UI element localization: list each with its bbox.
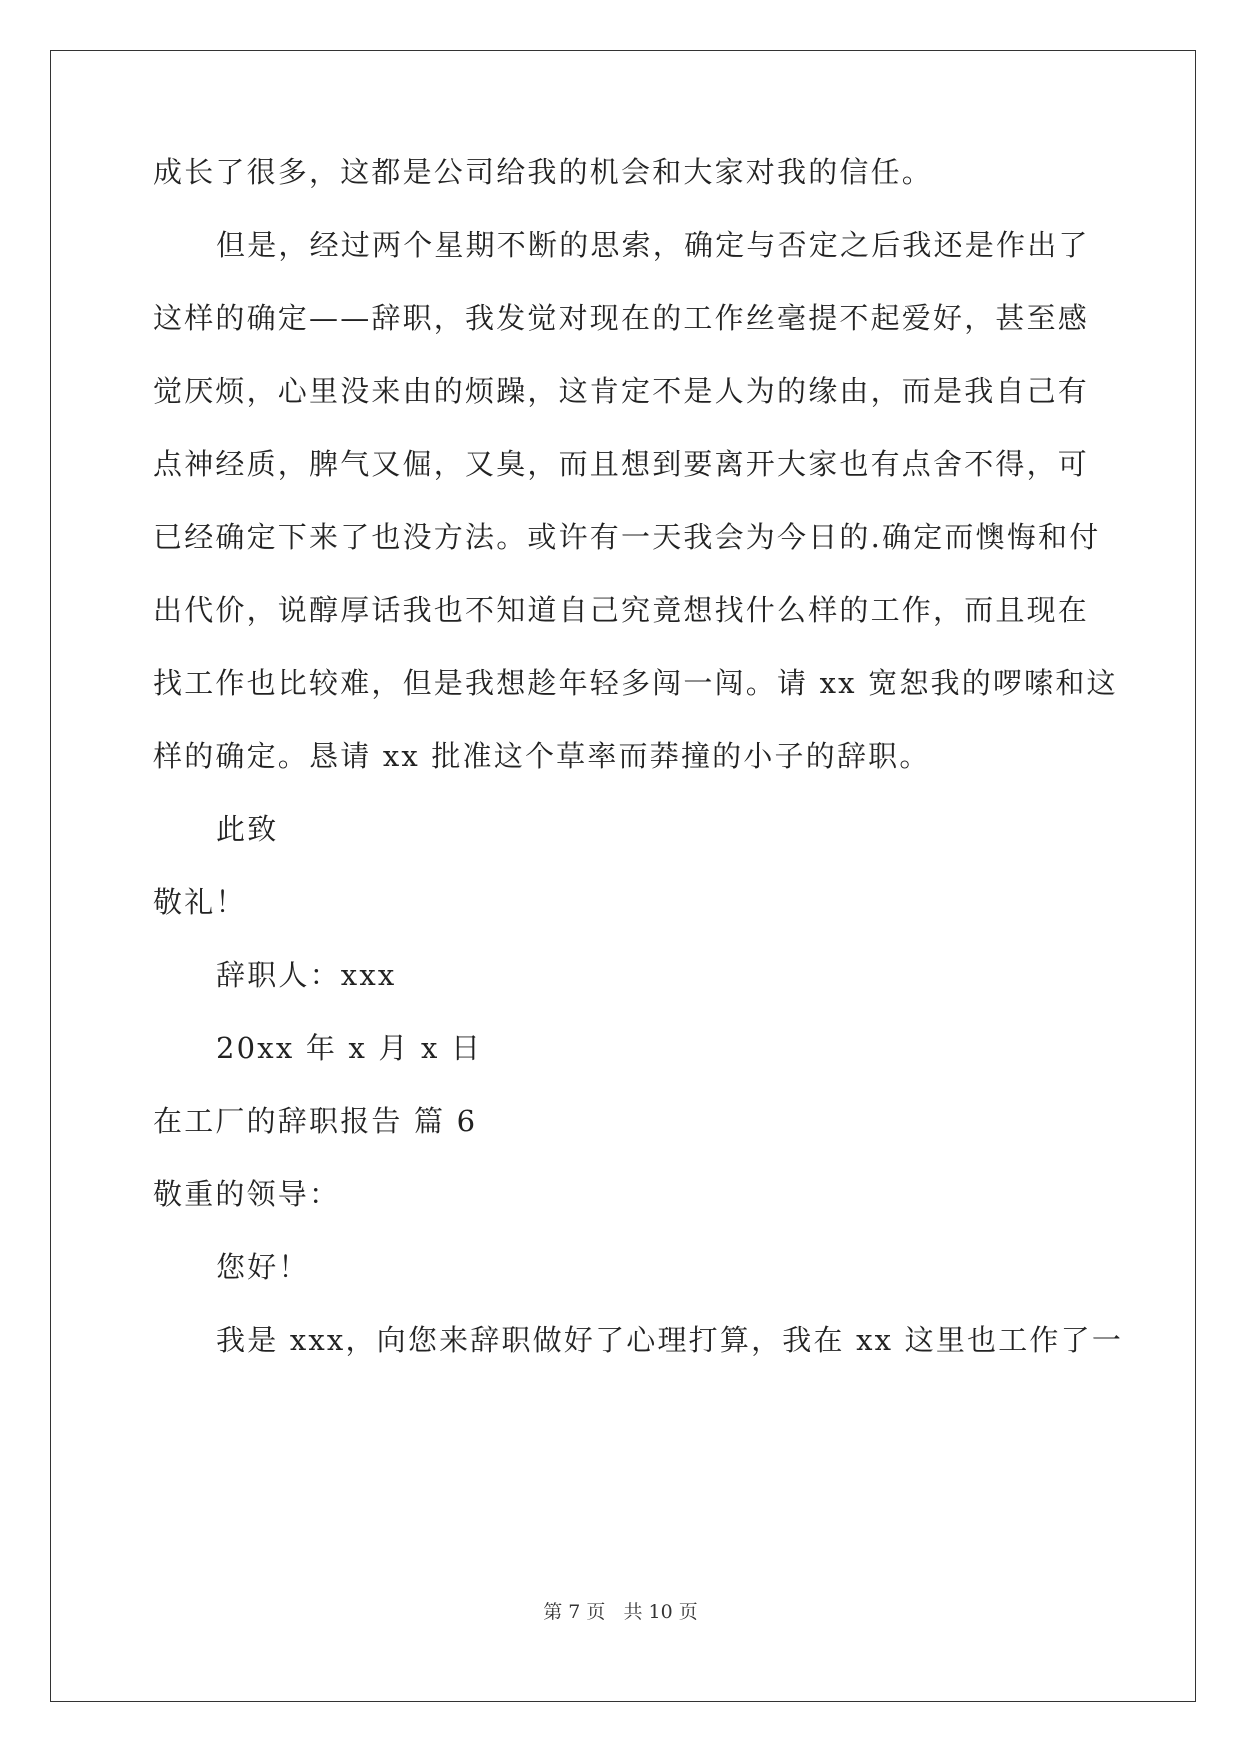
body-line-17: 我是 xxx，向您来辞职做好了心理打算，我在 xx 这里也工作了一 xyxy=(216,1323,1124,1357)
body-line-3: 这样的确定——辞职，我发觉对现在的工作丝毫提不起爱好，甚至感 xyxy=(153,301,1090,335)
body-line-2: 但是，经过两个星期不断的思索，确定与否定之后我还是作出了 xyxy=(216,228,1090,262)
body-line-7: 出代价，说醇厚话我也不知道自己究竟想找什么样的工作，而且现在 xyxy=(153,593,1090,627)
page-number: 第 7 页 xyxy=(543,1601,606,1623)
body-line-9: 样的确定。恳请 xx 批准这个草率而莽撞的小子的辞职。 xyxy=(153,739,931,773)
page-total: 共 10 页 xyxy=(623,1601,698,1623)
date: 20xx 年 x 月 x 日 xyxy=(216,1031,483,1065)
body-line-6: 已经确定下来了也没方法。或许有一天我会为今日的.确定而懊悔和付 xyxy=(153,520,1101,554)
section-heading: 在工厂的辞职报告 篇 6 xyxy=(153,1104,478,1138)
body-line-5: 点神经质，脾气又倔，又臭，而且想到要离开大家也有点舍不得，可 xyxy=(153,447,1090,481)
page-footer xyxy=(0,1600,1241,1624)
body-line-8: 找工作也比较难，但是我想趁年轻多闯一闯。请 xx 宽恕我的啰嗦和这 xyxy=(153,666,1118,700)
salutation: 敬礼！ xyxy=(153,885,247,919)
signature: 辞职人：xxx xyxy=(216,958,397,992)
body-line-4: 觉厌烦，心里没来由的烦躁，这肯定不是人为的缘由，而是我自己有 xyxy=(153,374,1090,408)
closing-greeting: 此致 xyxy=(216,812,279,846)
addressee: 敬重的领导： xyxy=(153,1177,341,1211)
body-line-1: 成长了很多，这都是公司给我的机会和大家对我的信任。 xyxy=(153,155,934,189)
greeting: 您好！ xyxy=(216,1250,310,1284)
